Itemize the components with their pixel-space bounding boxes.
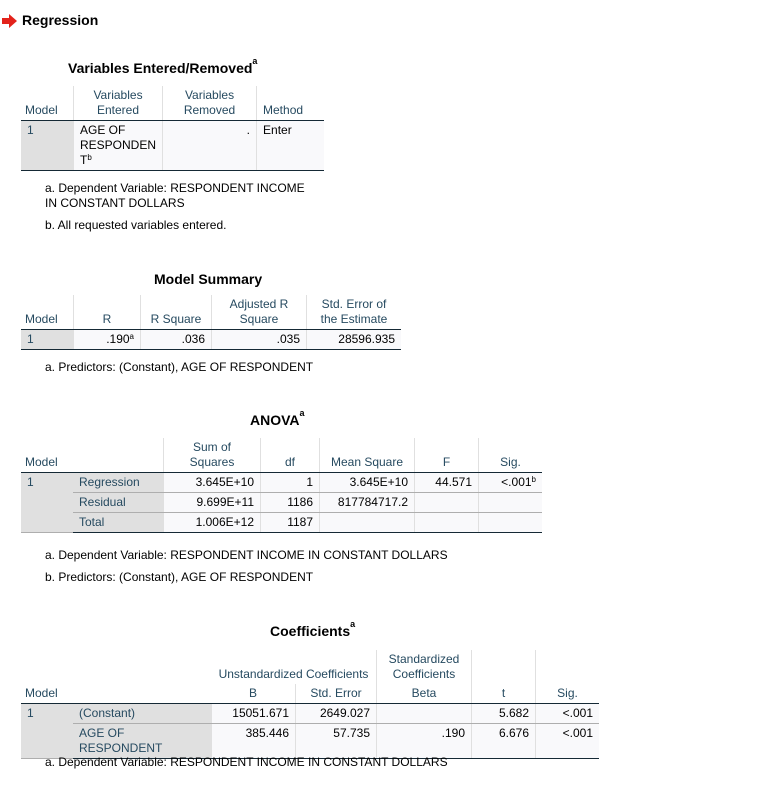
model-number: 1 xyxy=(21,473,73,533)
table-row xyxy=(21,704,599,724)
beta-cell: .190 xyxy=(377,724,472,759)
removed-cell: . xyxy=(163,121,257,171)
table-row xyxy=(21,513,542,533)
header-f: F xyxy=(415,438,479,473)
std-error-cell: 2649.027 xyxy=(296,704,377,724)
df-cell: 1 xyxy=(261,473,320,493)
table-row xyxy=(21,724,599,759)
footnote: a. Dependent Variable: RESPONDENT INCOME IN CONSTANT DOLLARS xyxy=(45,181,305,210)
header-model: Model xyxy=(21,684,73,704)
beta-cell xyxy=(377,704,472,724)
header-sig: Sig. xyxy=(536,684,600,704)
header-r: R xyxy=(74,295,141,330)
row-label: Regression xyxy=(73,473,164,493)
model-summary-table xyxy=(21,295,401,350)
header-beta: Beta xyxy=(377,684,472,704)
header-t: t xyxy=(472,684,536,704)
mean-sq-cell xyxy=(320,513,415,533)
header-variables-entered: Variables Entered xyxy=(74,86,163,121)
sum-sq-cell: 9.699E+11 xyxy=(164,493,261,513)
r-cell: .190$^a$ xyxy=(74,330,141,350)
header-std-error: Std. Error xyxy=(296,684,377,704)
variables-entered-title: Variables Entered/Removed$^a$ xyxy=(68,56,258,76)
anova-table xyxy=(21,438,542,533)
header-std-error-estimate: Std. Error of the Estimate xyxy=(307,295,402,330)
page-title: Regression xyxy=(22,12,99,28)
r-square-cell: .036 xyxy=(141,330,212,350)
header-adjusted-r-square: Adjusted R Square xyxy=(212,295,307,330)
b-cell: 385.446 xyxy=(211,724,296,759)
mean-sq-cell: 3.645E+10 xyxy=(320,473,415,493)
header-model: Model xyxy=(21,295,74,330)
sig-cell xyxy=(479,513,543,533)
header-variables-removed: Variables Removed xyxy=(163,86,257,121)
f-cell xyxy=(415,513,479,533)
row-label: AGE OF RESPONDENT xyxy=(73,724,211,759)
table-row xyxy=(21,121,324,171)
t-cell: 5.682 xyxy=(472,704,536,724)
anova-title: ANOVA$^a$ xyxy=(250,408,305,428)
t-cell: 6.676 xyxy=(472,724,536,759)
header-r-square: R Square xyxy=(141,295,212,330)
sum-sq-cell: 3.645E+10 xyxy=(164,473,261,493)
footnote: a. Dependent Variable: RESPONDENT INCOME IN CONSTANT DOLLARS xyxy=(45,755,448,769)
header-model: Model xyxy=(21,438,73,473)
header-mean-square: Mean Square xyxy=(320,438,415,473)
footnote: b. All requested variables entered. xyxy=(45,218,227,232)
sum-sq-cell: 1.006E+12 xyxy=(164,513,261,533)
b-cell: 15051.671 xyxy=(211,704,296,724)
row-label: Residual xyxy=(73,493,164,513)
model-number: 1 xyxy=(21,704,73,759)
sig-cell: <.001 xyxy=(536,704,600,724)
std-error-cell: 28596.935 xyxy=(307,330,402,350)
row-label: (Constant) xyxy=(73,704,211,724)
coefficients-title: Coefficients$^a$ xyxy=(270,619,356,639)
df-cell: 1186 xyxy=(261,493,320,513)
method-cell: Enter xyxy=(257,121,325,171)
std-error-cell: 57.735 xyxy=(296,724,377,759)
model-number: 1 xyxy=(21,121,74,171)
header-standardized-coefficients: Standardized Coefficients xyxy=(377,650,472,684)
header-unstandardized-coefficients: Unstandardized Coefficients xyxy=(218,667,369,681)
footnote: b. Predictors: (Constant), AGE OF RESPONDENT xyxy=(45,570,314,584)
header-model: Model xyxy=(21,86,74,121)
variables-entered-table xyxy=(21,86,324,171)
sig-cell xyxy=(479,493,543,513)
header-sig: Sig. xyxy=(479,438,543,473)
f-cell xyxy=(415,493,479,513)
footnote: a. Predictors: (Constant), AGE OF RESPONDENT xyxy=(45,360,314,374)
header-sum-of-squares: Sum of Squares xyxy=(164,438,261,473)
table-row xyxy=(21,473,542,493)
f-cell: 44.571 xyxy=(415,473,479,493)
model-number: 1 xyxy=(21,330,74,350)
row-label: Total xyxy=(73,513,164,533)
table-row xyxy=(21,330,401,350)
mean-sq-cell: 817784717.2 xyxy=(320,493,415,513)
coefficients-table xyxy=(21,650,599,759)
table-row xyxy=(21,493,542,513)
header-b: B xyxy=(211,684,296,704)
header-method: Method xyxy=(257,86,325,121)
header-df: df xyxy=(261,438,320,473)
arrow-right-icon xyxy=(2,14,18,28)
entered-cell: AGE OF RESPONDEN $T^b$ xyxy=(74,121,163,171)
model-summary-title: Model Summary xyxy=(154,271,263,287)
footnote: a. Dependent Variable: RESPONDENT INCOME IN CONSTANT DOLLARS xyxy=(45,548,448,562)
sig-cell: <.001$^b$ xyxy=(479,473,543,493)
adj-r-square-cell: .035 xyxy=(212,330,307,350)
sig-cell: <.001 xyxy=(536,724,600,759)
df-cell: 1187 xyxy=(261,513,320,533)
